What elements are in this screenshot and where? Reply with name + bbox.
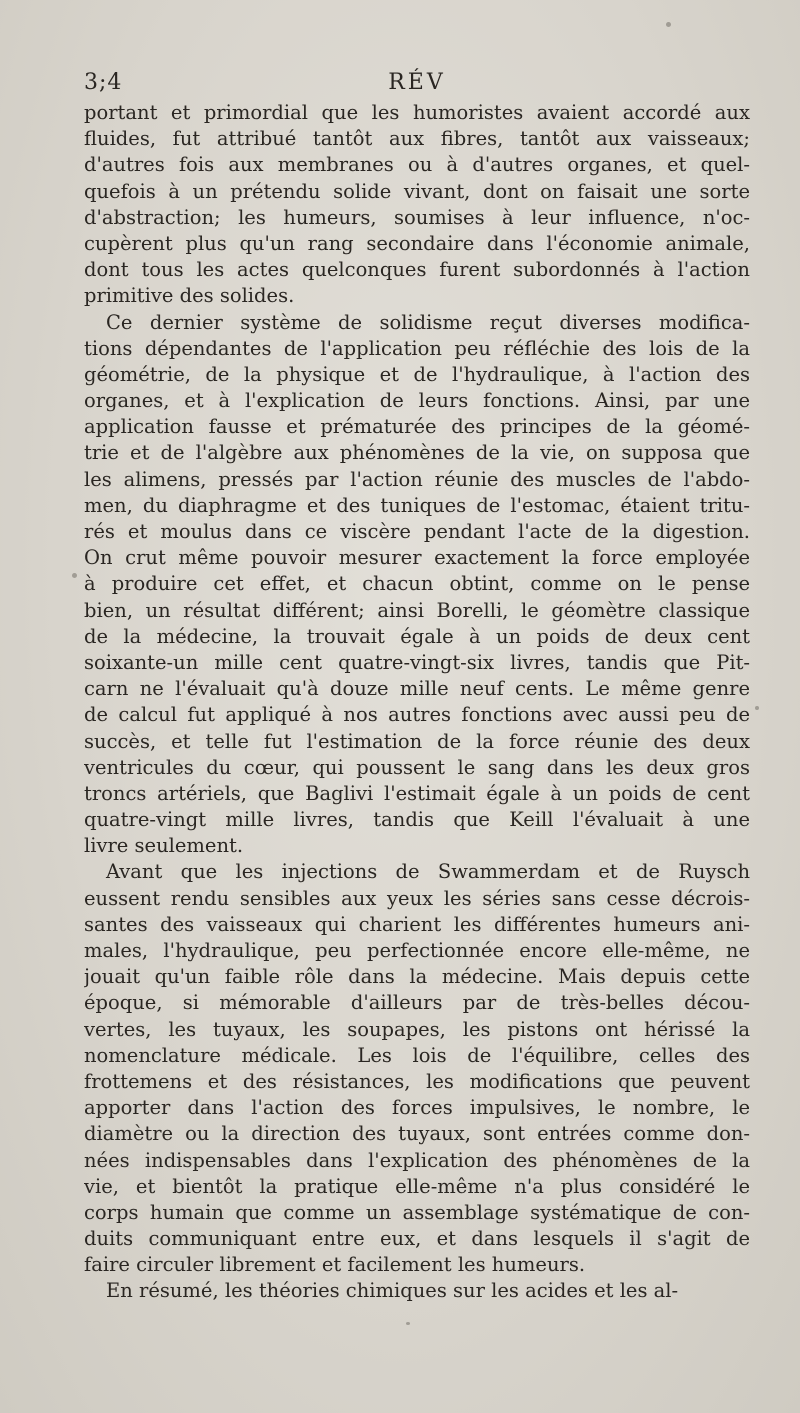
body-text: [84, 100, 750, 1305]
text-line: dont tous les actes quelconques furent subordonnés à l'action: [84, 258, 750, 282]
text-line: Avant que les injections de Swammerdam et de Ruysch: [106, 860, 750, 884]
paper-speck: [755, 706, 759, 710]
text-line: men, du diaphragme et des tuniques de l'estomac, étaient tritu-: [84, 493, 750, 517]
text-line: corps humain que comme un assemblage systématique de con-: [84, 1200, 750, 1224]
text-line: diamètre ou la direction des tuyaux, sont entrées comme don-: [84, 1122, 750, 1146]
text-line: males, l'hydraulique, peu perfectionnée encore elle-même, ne: [84, 939, 750, 962]
text-line: fluides, fut attribué tantôt aux fibres, tantôt aux vaisseaux;: [84, 127, 750, 151]
page-header: [84, 70, 750, 100]
paragraph: [84, 100, 750, 310]
text-line: nées indispensables dans l'explication des phénomènes de la: [84, 1148, 750, 1172]
text-line: les alimens, pressés par l'action réunie des muscles de l'abdo-: [84, 467, 750, 491]
text-line: portant et primordial que les humoristes avaient accordé aux: [84, 101, 750, 124]
text-line: à produire cet effet, et chacun obtint, comme on le pense: [84, 572, 750, 596]
text-line: apporter dans l'action des forces impulsives, le nombre, le: [84, 1096, 750, 1120]
text-line: En résumé, les théories chimiques sur les acides et les al-: [106, 1279, 679, 1303]
text-line: rés et moulus dans ce viscère pendant l'acte de la digestion.: [84, 520, 750, 543]
text-line: cupèrent plus qu'un rang secondaire dans l'économie animale,: [84, 231, 750, 255]
paragraph: [84, 310, 750, 860]
paragraph: [84, 1278, 750, 1304]
text-line: ventricules du cœur, qui poussent le sang dans les deux gros: [84, 755, 750, 779]
text-line: de la médecine, la trouvait égale à un poids de deux cent: [84, 624, 750, 648]
text-line: de calcul fut appliqué à nos autres fonctions avec aussi peu de: [84, 703, 750, 727]
text-line: On crut même pouvoir mesurer exactement la force employée: [84, 546, 750, 570]
text-line: application fausse et prématurée des principes de la géomé-: [84, 415, 750, 439]
paper-speck: [72, 573, 77, 578]
text-line: eussent rendu sensibles aux yeux les séries sans cesse décrois-: [84, 886, 750, 910]
text-line: nomenclature médicale. Les lois de l'équilibre, celles des: [84, 1043, 750, 1067]
text-line: faire circuler librement et facilement les humeurs.: [84, 1253, 586, 1277]
text-line: bien, un résultat différent; ainsi Borelli, le géomètre classique: [84, 598, 750, 622]
text-line: soixante-un mille cent quatre-vingt-six livres, tandis que Pit-: [84, 650, 750, 674]
text-line: quatre-vingt mille livres, tandis que Keill l'évaluait à une: [84, 808, 750, 832]
text-line: troncs artériels, que Baglivi l'estimait égale à un poids de cent: [84, 781, 750, 805]
page-number: 3;4: [84, 70, 123, 95]
text-line: jouait qu'un faible rôle dans la médecine. Mais depuis cette: [84, 965, 750, 989]
text-line: livre seulement.: [84, 834, 244, 858]
text-line: Ce dernier système de solidisme reçut diverses modifica-: [106, 310, 750, 334]
text-line: d'autres fois aux membranes ou à d'autres organes, et quel-: [84, 153, 750, 177]
text-line: primitive des solides.: [84, 284, 295, 308]
paper-speck: [666, 22, 671, 27]
text-line: carn ne l'évaluait qu'à douze mille neuf cents. Le même genre: [84, 677, 750, 701]
text-line: succès, et telle fut l'estimation de la force réunie des deux: [84, 729, 750, 753]
text-line: vie, et bientôt la pratique elle-même n'a plus considéré le: [84, 1174, 750, 1198]
text-line: duits communiquant entre eux, et dans lesquels il s'agit de: [84, 1227, 750, 1251]
text-line: organes, et à l'explication de leurs fonctions. Ainsi, par une: [84, 389, 750, 413]
text-line: trie et de l'algèbre aux phénomènes de la vie, on supposa que: [84, 441, 750, 465]
text-line: d'abstraction; les humeurs, soumises à leur influence, n'oc-: [84, 205, 750, 229]
text-line: frottemens et des résistances, les modifications que peuvent: [84, 1069, 750, 1093]
text-line: vertes, les tuyaux, les soupapes, les pistons ont hérissé la: [84, 1017, 750, 1041]
paragraph: [84, 859, 750, 1278]
running-title: RÉV: [388, 70, 446, 95]
text-line: tions dépendantes de l'application peu réfléchie des lois de la: [84, 336, 750, 360]
text-line: géométrie, de la physique et de l'hydraulique, à l'action des: [84, 362, 750, 386]
text-line: quefois à un prétendu solide vivant, dont on faisait une sorte: [84, 179, 750, 203]
paper-speck: [406, 1322, 410, 1325]
text-line: époque, si mémorable d'ailleurs par de très-belles décou-: [84, 991, 750, 1015]
text-line: santes des vaisseaux qui charient les différentes humeurs ani-: [84, 912, 750, 936]
